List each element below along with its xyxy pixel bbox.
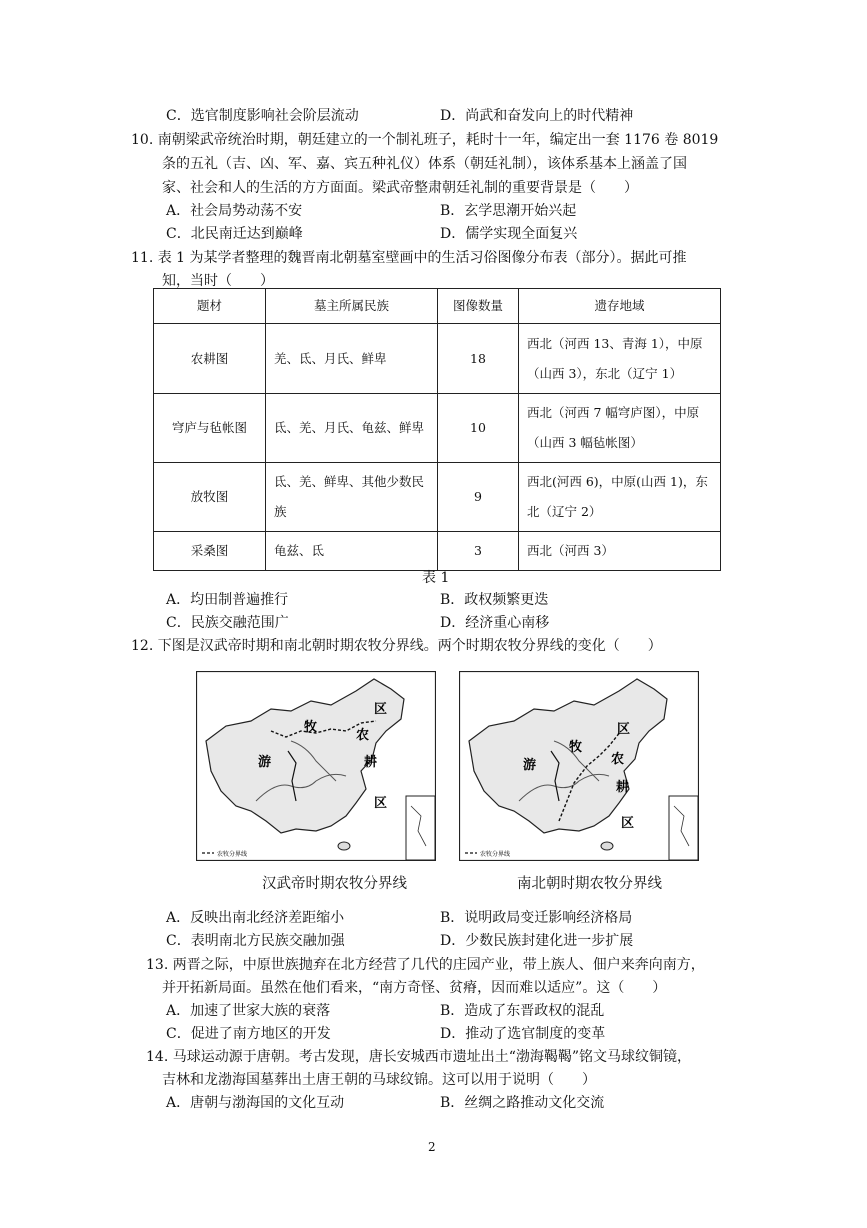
q12-stem: 12. 下图是汉武帝时期和南北朝时期农牧分界线。两个时期农牧分界线的变化（ ） bbox=[131, 638, 662, 654]
table-cell: 18 bbox=[438, 324, 519, 394]
map-label-mu: 牧 bbox=[569, 740, 583, 755]
map-legend: 农牧分界线 bbox=[217, 851, 248, 858]
page-number: 2 bbox=[428, 1140, 436, 1154]
q14-option-a: A．唐朝与渤海国的文化互动 bbox=[166, 1095, 345, 1111]
q13-option-c: C．促进了南方地区的开发 bbox=[166, 1026, 331, 1042]
table-cell: 9 bbox=[438, 463, 519, 532]
table-cell: 采桑图 bbox=[154, 532, 266, 571]
q12-option-a: A．反映出南北经济差距缩小 bbox=[166, 910, 345, 926]
map-label-you: 游 bbox=[523, 758, 537, 773]
table-header: 题材 bbox=[154, 289, 266, 324]
q11-stem-line1: 11. 表 1 为某学者整理的魏晋南北朝墓室壁画中的生活习俗图像分布表（部分）。据此可推 bbox=[131, 250, 687, 266]
table-cell: 农耕图 bbox=[154, 324, 266, 394]
q13-option-b: B．造成了东晋政权的混乱 bbox=[440, 1003, 605, 1019]
map-label-nong: 农 bbox=[356, 728, 370, 743]
q11-option-c: C．民族交融范围广 bbox=[166, 615, 289, 631]
table-cell: 氐、羌、月氏、龟兹、鲜卑 bbox=[266, 394, 438, 463]
q10-stem-line2: 条的五礼（吉、凶、军、嘉、宾五种礼仪）体系（朝廷礼制），该体系基本上涵盖了国 bbox=[162, 156, 687, 172]
map-right-caption: 南北朝时期农牧分界线 bbox=[517, 876, 662, 892]
q9-option-c: C．选官制度影响社会阶层流动 bbox=[166, 108, 359, 124]
map-label-qu-top: 区 bbox=[617, 722, 631, 737]
table-header: 墓主所属民族 bbox=[266, 289, 438, 324]
map-legend: 农牧分界线 bbox=[480, 851, 511, 858]
q10-option-c: C．北民南迁达到巅峰 bbox=[166, 226, 303, 242]
table-cell: 西北（河西 7 幅穹庐图），中原（山西 3 幅毡帐图） bbox=[519, 394, 721, 463]
q10-stem-line3: 家、社会和人的生活的方方面面。梁武帝整肃朝廷礼制的重要背景是（ ） bbox=[162, 180, 638, 196]
q12-option-b: B．说明政局变迁影响经济格局 bbox=[440, 910, 633, 926]
map-southern-northern bbox=[459, 671, 699, 861]
table-cell: 龟兹、氐 bbox=[266, 532, 438, 571]
map-label-nong: 农 bbox=[611, 752, 625, 767]
table-cell: 3 bbox=[438, 532, 519, 571]
table-cell: 穹庐与毡帐图 bbox=[154, 394, 266, 463]
map-label-qu-top: 区 bbox=[374, 702, 388, 717]
table-header: 图像数量 bbox=[438, 289, 519, 324]
q11-stem-line2: 知，当时（ ） bbox=[162, 273, 274, 289]
q14-option-b: B．丝绸之路推动文化交流 bbox=[440, 1095, 605, 1111]
q10-option-a: A．社会局势动荡不安 bbox=[166, 203, 303, 219]
q11-option-b: B．政权频繁更迭 bbox=[440, 592, 549, 608]
table-cell: 西北（河西 3） bbox=[519, 532, 721, 571]
q10-option-d: D．儒学实现全面复兴 bbox=[440, 226, 578, 242]
table-row bbox=[154, 394, 721, 463]
table-cell: 氐、羌、鲜卑、其他少数民族 bbox=[266, 463, 438, 532]
table-cell: 放牧图 bbox=[154, 463, 266, 532]
table-row bbox=[154, 532, 721, 571]
q10-stem-line1: 10. 南朝梁武帝统治时期，朝廷建立的一个制礼班子，耗时十一年，编定出一套 1176 卷 8019 bbox=[131, 132, 719, 148]
table-row bbox=[154, 324, 721, 394]
table-row bbox=[154, 463, 721, 532]
q12-option-c: C．表明南北方民族交融加强 bbox=[166, 933, 345, 949]
table-caption: 表 1 bbox=[422, 570, 450, 586]
q13-option-d: D．推动了选官制度的变革 bbox=[440, 1026, 606, 1042]
map-label-geng: 耕 bbox=[616, 780, 630, 795]
table-cell: 西北（河西 13、青海 1），中原（山西 3），东北（辽宁 1） bbox=[519, 324, 721, 394]
q14-stem-line1: 14. 马球运动源于唐朝。考古发现，唐长安城西市遗址出土“渤海鞨鞨”铭文马球纹铜镜， bbox=[146, 1049, 692, 1065]
table-1 bbox=[153, 288, 721, 571]
table-cell: 西北(河西 6)，中原(山西 1)，东北（辽宁 2） bbox=[519, 463, 721, 532]
table-cell: 10 bbox=[438, 394, 519, 463]
q13-stem-line2: 并开拓新局面。虽然在他们看来，“南方奇怪、贫瘠，因而难以适应”。这（ ） bbox=[162, 980, 667, 996]
table-header: 遗存地域 bbox=[519, 289, 721, 324]
q11-option-a: A．均田制普遍推行 bbox=[166, 592, 289, 608]
table-header-row bbox=[154, 289, 721, 324]
q11-option-d: D．经济重心南移 bbox=[440, 615, 550, 631]
q14-stem-line2: 吉林和龙渤海国墓葬出土唐王朝的马球纹锦。这可以用于说明（ ） bbox=[162, 1072, 596, 1088]
q13-option-a: A．加速了世家大族的衰落 bbox=[166, 1003, 331, 1019]
map-han-wudi bbox=[196, 671, 436, 861]
q10-option-b: B．玄学思潮开始兴起 bbox=[440, 203, 577, 219]
map-label-mu: 牧 bbox=[304, 720, 318, 735]
q12-option-d: D．少数民族封建化进一步扩展 bbox=[440, 933, 634, 949]
map-label-qu-bottom: 区 bbox=[374, 796, 388, 811]
map-left-caption: 汉武帝时期农牧分界线 bbox=[262, 876, 407, 892]
table-cell: 羌、氐、月氏、鲜卑 bbox=[266, 324, 438, 394]
q9-option-d: D．尚武和奋发向上的时代精神 bbox=[440, 108, 634, 124]
map-label-geng: 耕 bbox=[364, 755, 378, 770]
map-label-you: 游 bbox=[258, 755, 272, 770]
map-label-qu-bottom: 区 bbox=[621, 816, 635, 831]
q13-stem-line1: 13. 两晋之际，中原世族抛弃在北方经营了几代的庄园产业，带上族人、佃户来奔向南方， bbox=[146, 957, 705, 973]
